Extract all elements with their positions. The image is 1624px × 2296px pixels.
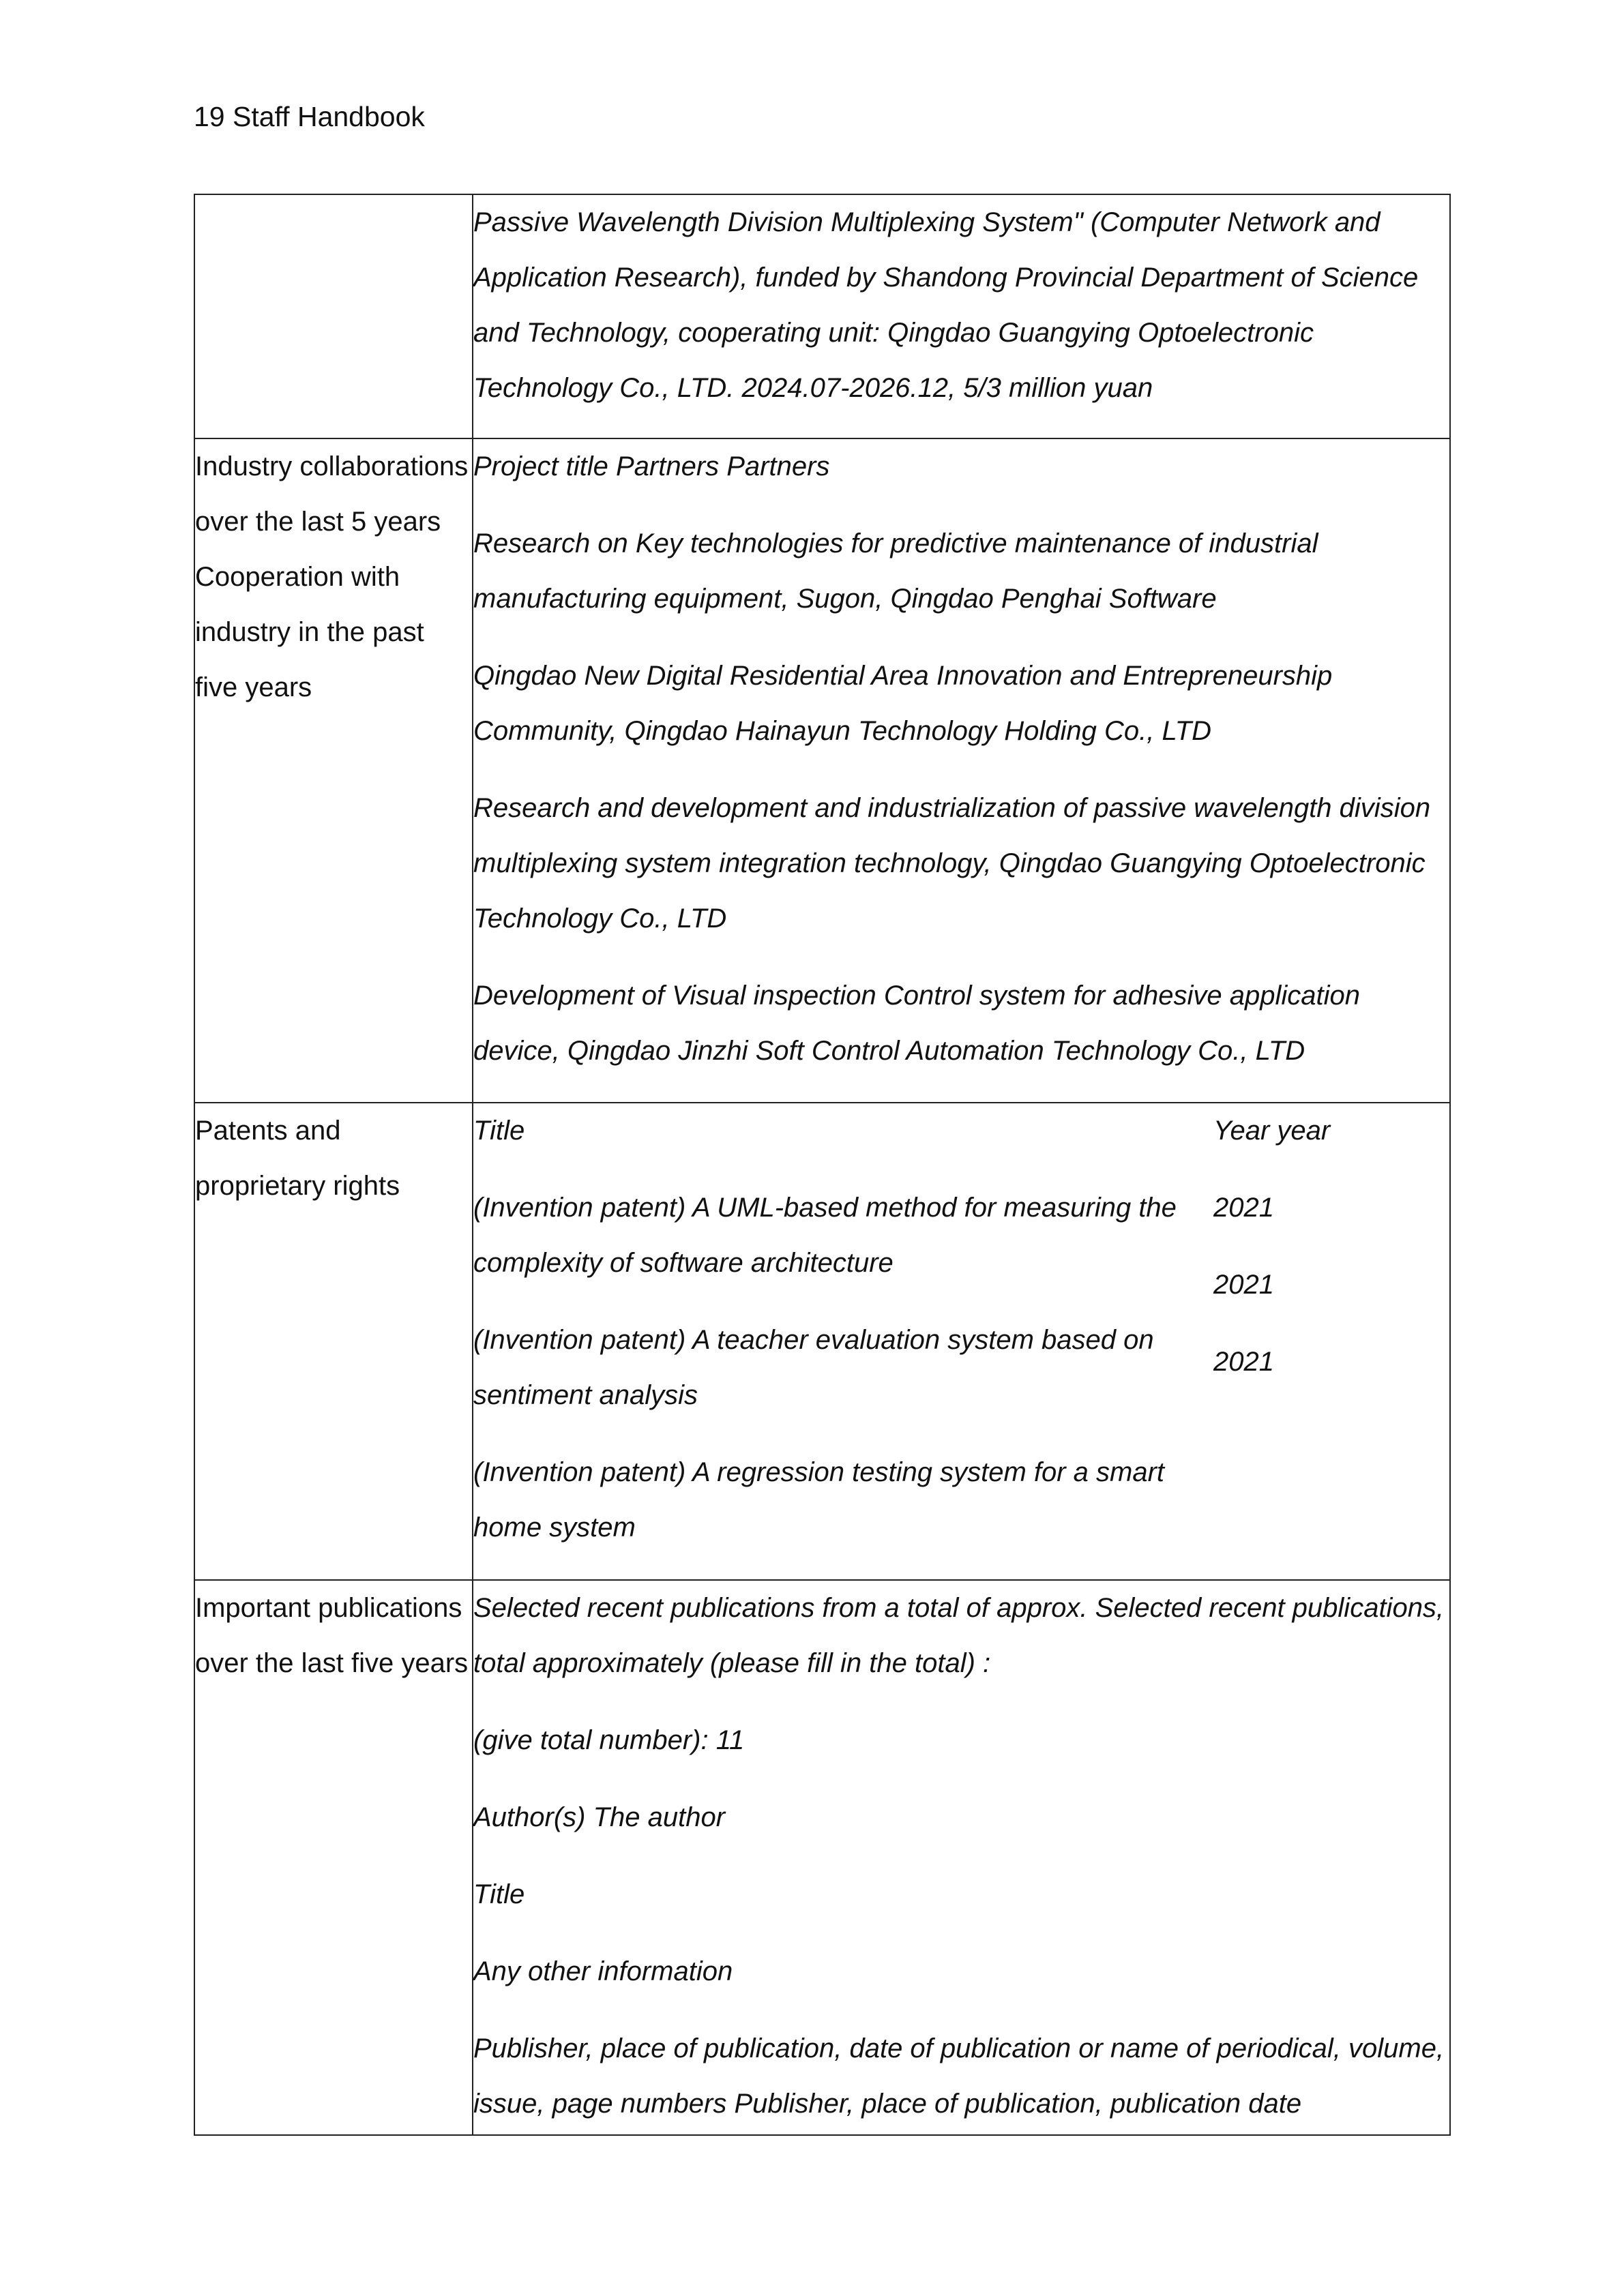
staff-info-table bbox=[194, 194, 1451, 2136]
row-label bbox=[194, 194, 473, 438]
publications-author-field: Author(s) The author bbox=[473, 1802, 726, 1832]
patent-title: (Invention patent) A regression testing system for a smart home system bbox=[473, 1457, 1165, 1542]
patent-title: (Invention patent) A teacher evaluation system based on sentiment analysis bbox=[473, 1325, 1154, 1410]
patent-year-header: Year year bbox=[1213, 1116, 1331, 1146]
patent-years-column bbox=[1213, 1103, 1432, 1412]
publications-title-field: Title bbox=[473, 1879, 525, 1909]
row-label-patents: Patents and proprietary rights bbox=[194, 1103, 473, 1580]
publications-publisher-field: Publisher, place of publication, date of publication or name of periodical, volume, issue, page numbers Publisher, place of publication, publication date bbox=[473, 2033, 1445, 2119]
patent-titles-column bbox=[473, 1103, 1183, 1555]
table-row bbox=[194, 194, 1450, 438]
patents-content bbox=[473, 1103, 1450, 1580]
patent-title-header: Title bbox=[473, 1116, 525, 1146]
publications-content bbox=[473, 1580, 1450, 2135]
patent-year: 2021 bbox=[1213, 1270, 1274, 1300]
running-header: 19 Staff Handbook bbox=[194, 101, 425, 132]
collaboration-item: Qingdao New Digital Residential Area Innovation and Entrepreneurship Community, Qingdao Hainayun Technology Holding Co., LTD bbox=[473, 661, 1333, 746]
row-content bbox=[473, 194, 1450, 438]
table-row bbox=[194, 438, 1450, 1103]
row-label-publications: Important publications over the last five years bbox=[194, 1580, 473, 2135]
publications-total: (give total number): 11 bbox=[473, 1725, 745, 1755]
funded-project-text: Passive Wavelength Division Multiplexing System" (Computer Network and Application Research), funded by Shandong Provincial Department of Science and Technology, cooperating unit: Qingdao Guangying Optoelectronic Technology Co., LTD. 2024.07-2026.12, 5/3 million yuan bbox=[473, 207, 1419, 403]
row-label-industry-collaborations: Industry collaborations over the last 5 years Cooperation with industry in the past five years bbox=[194, 438, 473, 1103]
patent-year: 2021 bbox=[1213, 1193, 1274, 1223]
collaboration-header: Project title Partners Partners bbox=[473, 451, 830, 481]
publications-other-info-field: Any other information bbox=[473, 1956, 733, 1986]
table-row bbox=[194, 1580, 1450, 2135]
patent-title: (Invention patent) A UML-based method for measuring the complexity of software architecture bbox=[473, 1193, 1177, 1278]
table-row bbox=[194, 1103, 1450, 1580]
patent-year: 2021 bbox=[1213, 1347, 1274, 1377]
collaboration-item: Research and development and industrialization of passive wavelength division multiplexing system integration technology, Qingdao Guangying Optoelectronic Technology Co., LTD bbox=[473, 793, 1431, 934]
patents-list bbox=[473, 1103, 1449, 1555]
collaboration-item: Research on Key technologies for predictive maintenance of industrial manufacturing equipment, Sugon, Qingdao Penghai Software bbox=[473, 528, 1318, 614]
industry-collaborations-content bbox=[473, 438, 1450, 1103]
publications-intro: Selected recent publications from a total of approx. Selected recent publications, total approximately (please fill in the total) : bbox=[473, 1593, 1445, 1678]
collaboration-item: Development of Visual inspection Control system for adhesive application device, Qingdao Jinzhi Soft Control Automation Technology Co., LTD bbox=[473, 981, 1360, 1066]
